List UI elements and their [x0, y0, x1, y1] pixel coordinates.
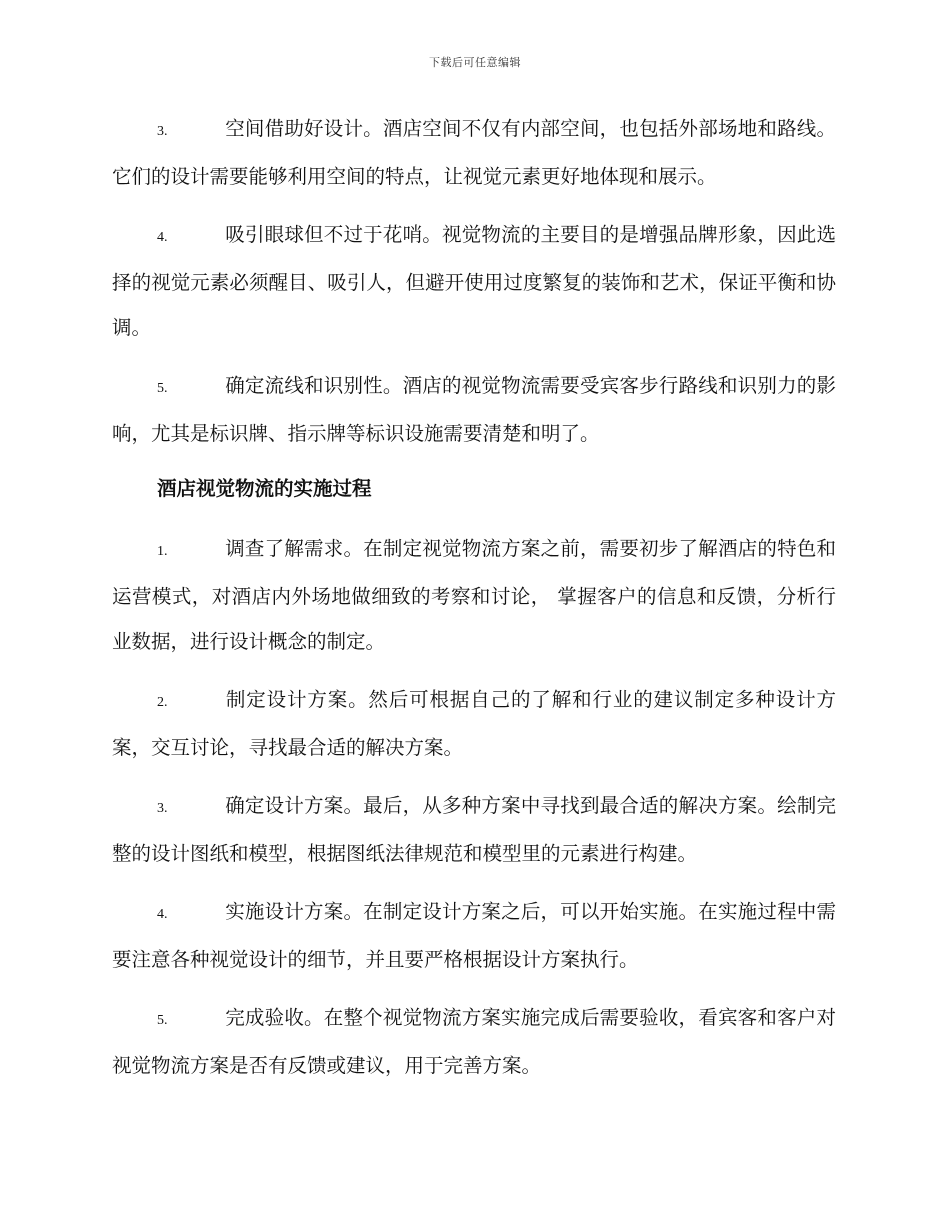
- list-item-number: 3.: [157, 801, 168, 816]
- list-item: [112, 677, 836, 770]
- list-item-text: 吸引眼球但不过于花哨。视觉物流的主要目的是增强品牌形象，因此选择的视觉元素必须醒目、吸引人，但避开使用过度繁复的装饰和艺术，保证平衡和协调。: [112, 223, 836, 339]
- list-item-text: 制定设计方案。然后可根据自己的了解和行业的建议制定多种设计方案，交互讨论，寻找最合适的解决方案。: [112, 688, 836, 759]
- list-item: [112, 212, 836, 350]
- page-header: 下载后可任意编辑: [429, 56, 521, 69]
- list-item-text: 确定设计方案。最后，从多种方案中寻找到最合适的解决方案。绘制完整的设计图纸和模型，根据图纸法律规范和模型里的元素进行构建。: [112, 794, 836, 865]
- list-item-number: 4.: [157, 907, 168, 922]
- list-item: [112, 783, 836, 876]
- list-item-text: 确定流线和识别性。酒店的视觉物流需要受宾客步行路线和识别力的影响，尤其是标识牌、指示牌等标识设施需要清楚和明了。: [112, 374, 836, 445]
- list-item-number: 3.: [157, 124, 168, 139]
- list-item: [112, 526, 836, 664]
- list-item-text: 完成验收。在整个视觉物流方案实施完成后需要验收，看宾客和客户对视觉物流方案是否有反馈或建议，用于完善方案。: [112, 1006, 836, 1077]
- list-item-number: 2.: [157, 695, 168, 710]
- list-item-text: 空间借助好设计。酒店空间不仅有内部空间，也包括外部场地和路线。它们的设计需要能够利用空间的特点，让视觉元素更好地体现和展示。: [112, 117, 836, 188]
- document-body: [112, 106, 836, 1101]
- list-item-number: 5.: [157, 1013, 168, 1028]
- list-item-text: 调查了解需求。在制定视觉物流方案之前，需要初步了解酒店的特色和运营模式，对酒店内外场地做细致的考察和讨论， 掌握客户的信息和反馈，分析行业数据，进行设计概念的制定。: [112, 537, 836, 653]
- section-heading: 酒店视觉物流的实施过程: [157, 477, 372, 500]
- list-item: [112, 106, 836, 199]
- list-item: [112, 889, 836, 982]
- list-item-number: 5.: [157, 381, 168, 396]
- list-item: [112, 995, 836, 1088]
- list-item: [112, 363, 836, 456]
- list-item-number: 1.: [157, 544, 168, 559]
- list-item-number: 4.: [157, 230, 168, 245]
- list-item-text: 实施设计方案。在制定设计方案之后，可以开始实施。在实施过程中需要注意各种视觉设计的细节，并且要严格根据设计方案执行。: [112, 900, 836, 971]
